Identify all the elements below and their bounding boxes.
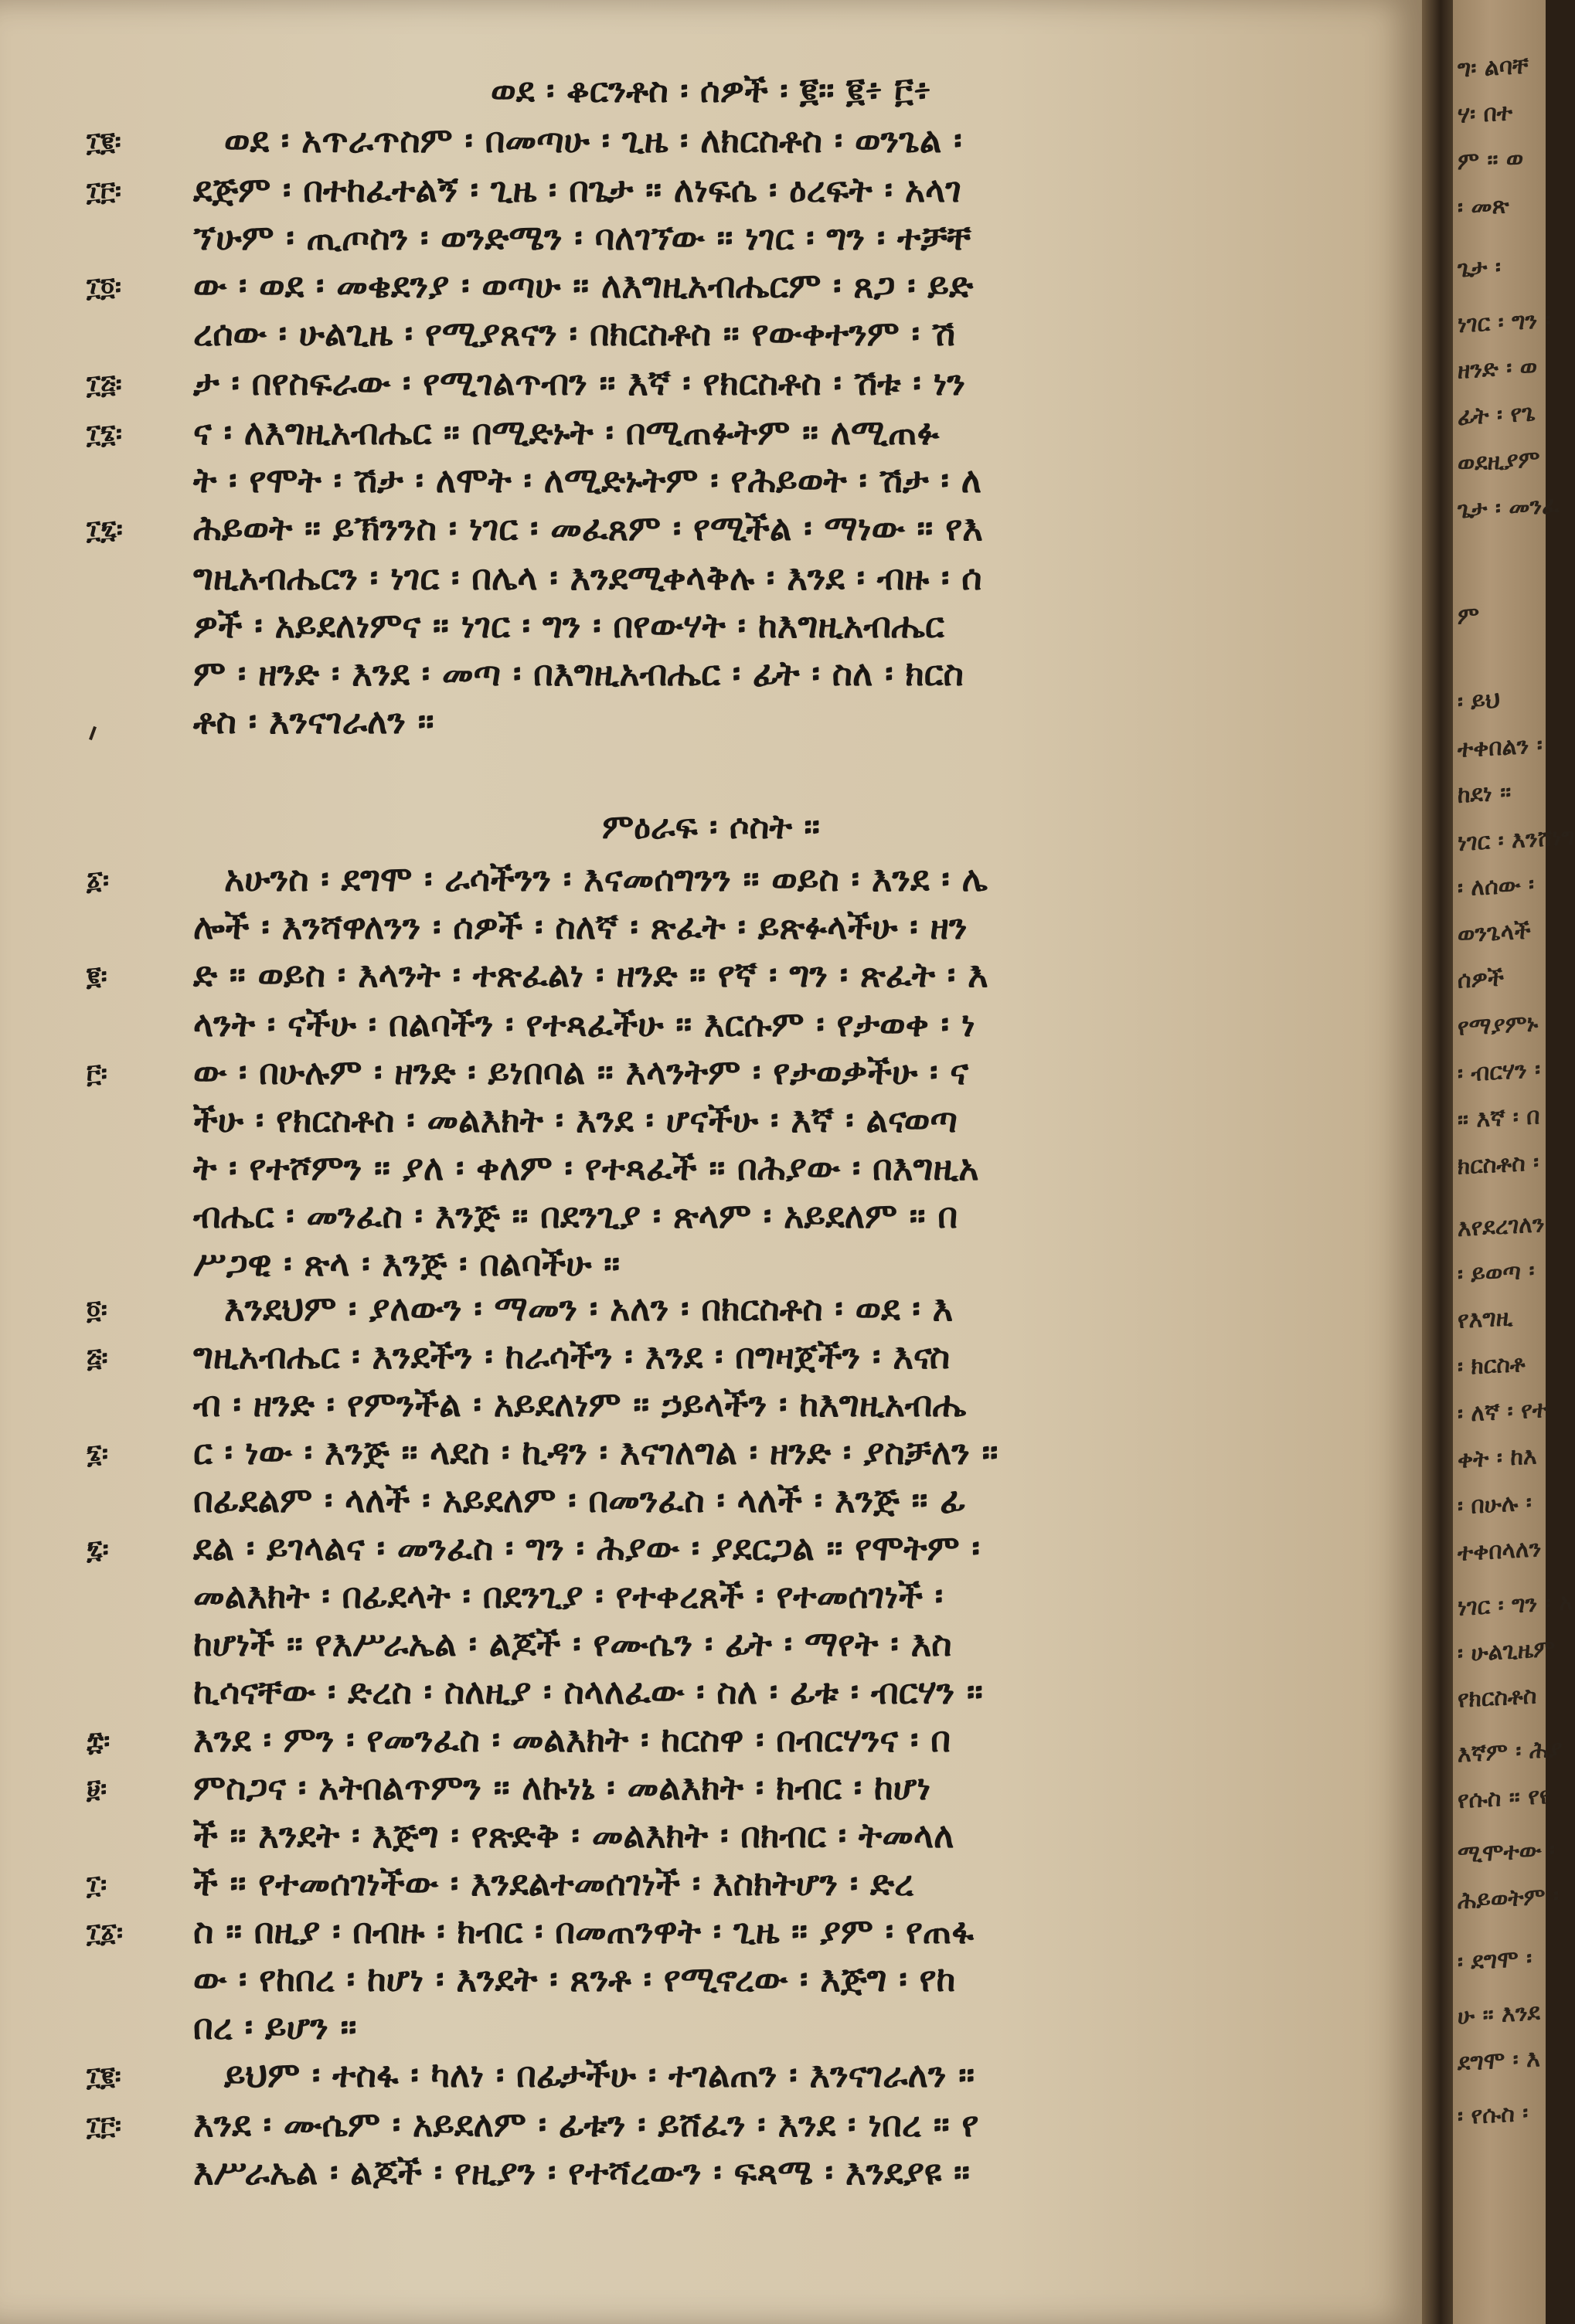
- verse-number: ፲፫፡: [87, 176, 121, 207]
- facing-page-text: ፡ መጽ: [1458, 192, 1509, 222]
- text-line: አሁንስ ፡ ደግሞ ፡ ራሳችንን ፡ እናመሰግንን ። ወይስ ፡ እንደ ፡ ሌ: [224, 858, 988, 899]
- text-line: ችሁ ፡ የክርስቶስ ፡ መልእክት ፡ እንደ ፡ ሆናችሁ ፡ እኛ ፡ ልናወጣ: [193, 1099, 958, 1140]
- facing-page-text: ደግሞ ፡ እ: [1458, 2045, 1540, 2077]
- facing-page-text: ወደዚያም: [1458, 446, 1540, 477]
- verse-number: ፲፫፡: [87, 2111, 121, 2142]
- verse-number: ፲፡: [87, 1870, 107, 1901]
- facing-page-text: ሰዎች: [1458, 964, 1504, 994]
- text-line: እንደ ፡ ምን ፡ የመንፈስ ፡ መልእክት ፡ ከርስዋ ፡ በብርሃንና ፡ በ: [193, 1719, 951, 1760]
- facing-page-text: ዘንድ ፡ ወ: [1458, 353, 1538, 385]
- facing-page-text: ሃ፡ በተ: [1458, 99, 1513, 129]
- verse-number: ፲፩፡: [87, 1918, 124, 1949]
- verse-number: ፩፡: [87, 865, 109, 896]
- text-line: ች ። እንደት ፡ እጅግ ፡ የጽድቅ ፡ መልእክት ፡ በክብር ፡ ትመላለ: [193, 1815, 954, 1856]
- facing-page-text: የእግዚ: [1458, 1304, 1513, 1334]
- text-line: እንደህም ፡ ያለውን ፡ ማመን ፡ አለን ፡ በክርስቶስ ፡ ወደ ፡ እ: [224, 1288, 954, 1329]
- text-line: ብሔር ፡ መንፈስ ፡ እንጅ ። በደንጊያ ፡ ጽላም ፡ አይደለም ። በ: [193, 1195, 958, 1236]
- text-line: ው ፡ የከበረ ፡ ከሆነ ፡ እንደት ፡ ጸንቶ ፡ የሚኖረው ፡ እጅግ ፡ የከ: [193, 1959, 956, 2000]
- text-line: ላንት ፡ ናችሁ ፡ በልባችን ፡ የተጻፈችሁ ። እርሱም ፡ የታወቀ ፡ ነ: [193, 1004, 975, 1045]
- facing-page-text: ። እኛ ፡ በ: [1458, 1103, 1540, 1134]
- facing-page-text: ፡ ለሰው ፡: [1458, 871, 1535, 902]
- text-line: ሥጋዊ ፡ ጽላ ፡ እንጅ ፡ በልባችሁ ።: [193, 1243, 621, 1284]
- facing-page-text: ፡ ብርሃን ፡: [1458, 1056, 1541, 1088]
- facing-page-edge: [1453, 0, 1575, 2324]
- text-line: ስ ። በዚያ ፡ በብዙ ፡ ክብር ፡ በመጠንዋት ፡ ጊዜ ። ያም ፡ የጠፋ: [193, 1911, 974, 1952]
- text-line: ር ፡ ነው ፡ እንጅ ። ላደስ ፡ ኪዳን ፡ እናገለግል ፡ ዘንድ ፡ ያስቻለን ።: [193, 1432, 998, 1473]
- chapter-heading: ምዕራፍ ፡ ሶስት ።: [602, 807, 820, 847]
- text-line: ከሆነች ። የእሥራኤል ፡ ልጆች ፡ የሙሴን ፡ ፊት ፡ ማየት ፡ እስ: [193, 1623, 952, 1664]
- text-line: በረ ፡ ይሆን ።: [193, 2006, 357, 2047]
- facing-page-text: ነገር ፡ ግን ፡ አ: [1458, 1588, 1573, 1622]
- verse-number: ፲፪፡: [87, 127, 121, 158]
- facing-page-text: ወንጌላች: [1458, 917, 1531, 949]
- text-line: ድ ። ወይስ ፡ እላንት ፡ ተጽፈልነ ፡ ዘንድ ። የኛ ፡ ግን ፡ ጽፈት ፡ እ: [193, 954, 988, 995]
- text-line: ው ፡ በሁሉም ፡ ዘንድ ፡ ይነበባል ። እላንትም ፡ የታወቃችሁ ፡ ና: [193, 1052, 969, 1092]
- facing-page-text: ፡ ደግሞ ፡: [1458, 1945, 1532, 1976]
- facing-page-text: ተቀበልን ፡: [1458, 732, 1543, 763]
- text-line: ች ። የተመሰገነችው ፡ እንደልተመሰገነች ፡ እስክትሆን ፡ ድረ: [193, 1863, 914, 1904]
- facing-page-text: ሚሞተው ፡: [1458, 1836, 1556, 1869]
- facing-page-text: ፡ ክርስቶ: [1458, 1350, 1526, 1381]
- facing-page-text: ፡ በሁሉ ፡: [1458, 1489, 1532, 1520]
- text-line: ረሰው ፡ ሁልጊዜ ፡ የሚያጸናን ፡ በክርስቶስ ። የውቀተንም ፡ ሽ: [193, 313, 956, 354]
- facing-page-text: ፡ ይወጣ ፡: [1458, 1257, 1535, 1289]
- facing-page-text: ጌታ ፡: [1458, 253, 1501, 284]
- text-line: ግዚአብሔርን ፡ ነገር ፡ በሌላ ፡ እንደሚቀላቅሉ ፡ እንደ ፡ ብዙ ፡ ሰ: [193, 557, 982, 598]
- facing-page-text: የማያምኑ: [1458, 1010, 1539, 1041]
- facing-page-text: የክርስቶስ: [1458, 1682, 1537, 1714]
- text-line: ዎች ፡ አይደለነምና ። ነገር ፡ ግን ፡ በየውሃት ፡ ከእግዚአብሔር: [193, 605, 944, 646]
- text-line: ደል ፡ ይገላልና ፡ መንፈስ ፡ ግን ፡ ሕያው ፡ ያደርጋል ። የሞትም ፡: [193, 1527, 980, 1568]
- facing-page-text: ከደነ ።: [1458, 779, 1512, 809]
- verse-number: ፲፮፡: [87, 419, 122, 450]
- text-line: ሕይወት ። ይኽንንስ ፡ ነገር ፡ መፈጸም ፡ የሚችል ፡ ማነው ። የእ: [193, 508, 983, 549]
- verse-number: ፰፡: [87, 1726, 111, 1757]
- text-line: መልእክት ፡ በፊደላት ፡ በደንጊያ ፡ የተቀረጸች ፡ የተመሰገነች ፡: [193, 1575, 944, 1616]
- facing-page-text: ፊት ፡ የጌ: [1458, 399, 1536, 431]
- book-gutter: [1422, 0, 1453, 2324]
- facing-page-text: ቀት ፡ ከእ: [1458, 1442, 1537, 1474]
- text-line: ደጅም ፡ በተከፈተልኝ ፡ ጊዜ ፡ በጌታ ። ለነፍሴ ፡ ዕረፍት ፡ አላገ: [193, 169, 961, 210]
- text-line: ምስጋና ፡ አትበልጥምን ። ለኩነኔ ፡ መልእክት ፡ ክብር ፡ ከሆነ: [193, 1767, 931, 1808]
- text-line: ወደ ፡ አጥራጥስም ፡ በመጣሁ ፡ ጊዜ ፡ ለክርስቶስ ፡ ወንጌል ፡: [224, 120, 962, 161]
- facing-page-text: ፡ ሁልጊዜም: [1458, 1635, 1556, 1668]
- facing-page-text: ክርስቶስ ፡: [1458, 1149, 1539, 1181]
- facing-page-text: ጌታ ፡ መንፈ: [1458, 491, 1560, 525]
- facing-page-text: የሱስ ። የየ: [1458, 1782, 1551, 1815]
- facing-page-text: ሁ ። እንደ: [1458, 1999, 1540, 2030]
- text-line: ሎች ፡ እንሻዋለንን ፡ ሰዎች ፡ ስለኛ ፡ ጽፈት ፡ ይጽፉላችሁ ፡ ዘን: [193, 906, 968, 947]
- text-line: ኪሳናቸው ፡ ድረስ ፡ ስለዚያ ፡ ስላለፈው ፡ ስለ ፡ ፊቱ ፡ ብርሃን ።: [193, 1671, 983, 1712]
- facing-page-text: ነገር ፡ ግን ፡: [1458, 306, 1551, 339]
- text-line: ግዚአብሔር ፡ እንደችን ፡ ከራሳችን ፡ እንደ ፡ በግዛጀችን ፡ እናስ: [193, 1336, 951, 1377]
- text-line: ይህም ፡ ተስፋ ፡ ካለነ ፡ በፊታችሁ ፡ ተገልጠን ፡ እንናገራለን ።: [224, 2054, 975, 2095]
- margin-mark: [89, 726, 97, 740]
- text-line: ና ፡ ለእግዚአብሔር ። በሚድኑት ፡ በሚጠፉትም ። ለሚጠፉ: [193, 412, 940, 453]
- verse-number: ፲፬፡: [87, 272, 121, 303]
- facing-page-text: ፡ ይህ: [1458, 686, 1500, 716]
- text-line: ት ፡ የሞት ፡ ሽታ ፡ ለሞት ፡ ለሚድኑትም ፡ የሕይወት ፡ ሽታ ፡ ለ: [193, 460, 982, 501]
- verse-number: ፭፡: [87, 1343, 108, 1374]
- text-line: ው ፡ ወደ ፡ መቄደንያ ፡ ወጣሁ ። ለእግዚአብሔርም ፡ ጸጋ ፡ ይድ: [193, 265, 974, 306]
- text-line: ም ፡ ዘንድ ፡ እንደ ፡ መጣ ፡ በእግዚአብሔር ፡ ፊት ፡ ስለ ፡ ክርስ: [193, 653, 964, 694]
- text-line: ታ ፡ በየስፍራው ፡ የሚገልጥብን ። እኛ ፡ የክርስቶስ ፡ ሽቱ ፡ ነን: [193, 362, 965, 403]
- verse-number: ፪፡: [87, 961, 107, 992]
- text-line: ብ ፡ ዘንድ ፡ የምንችል ፡ አይደለነም ። ኃይላችን ፡ ከእግዚአብሔ: [193, 1384, 967, 1425]
- verse-number: ፫፡: [87, 1058, 107, 1089]
- facing-page-text: ተቀበላለን: [1458, 1535, 1542, 1567]
- text-line: ት ፡ የተሾምን ። ያለ ፡ ቀለም ፡ የተጻፈች ። በሕያው ፡ በእግዚአ: [193, 1147, 979, 1188]
- facing-page-text: ም: [1458, 602, 1480, 630]
- verse-number: ፲፭፡: [87, 369, 122, 400]
- text-line: እንደ ፡ ሙሴም ፡ አይደለም ፡ ፊቱን ፡ ይሸፈን ፡ እንደ ፡ ነበረ ። የ: [193, 2104, 979, 2145]
- verse-number: ፱፡: [87, 1774, 107, 1805]
- facing-page-text: ግ፡ ልባቸ: [1458, 52, 1529, 83]
- text-line: ኘሁም ፡ ጢጦስን ፡ ወንድሜን ፡ ባለገኘው ። ነገር ፡ ግን ፡ ተቻቸ: [193, 217, 971, 258]
- facing-page-text: እየደረገለን: [1458, 1211, 1545, 1242]
- facing-page-text: ነገር ፡ እንሸነግ: [1458, 824, 1575, 857]
- verse-number: ፬፡: [87, 1295, 107, 1326]
- verse-number: ፲፯፡: [87, 515, 123, 545]
- facing-page-text: ፡ የሱስ ፡: [1458, 2099, 1529, 2131]
- verse-number: ፲፪፡: [87, 2061, 121, 2092]
- text-line: በፊደልም ፡ ላለች ፡ አይደለም ፡ በመንፈስ ፡ ላለች ፡ እንጅ ። ፊ: [193, 1480, 966, 1520]
- facing-page-text: እኛም ፡ ሕያ: [1458, 1735, 1563, 1768]
- running-header: ወደ ፡ ቆርንቶስ ፡ ሰዎች ፡ ፪። ፪፥ ፫፥: [491, 71, 931, 110]
- verse-number: ፮፡: [87, 1439, 108, 1469]
- facing-page-text: ሕይወትም ፡: [1458, 1882, 1560, 1915]
- verse-number: ፯፡: [87, 1534, 109, 1565]
- facing-page-text: ፡ ለኛ ፡ የተ: [1458, 1395, 1549, 1429]
- text-line: እሥራኤል ፡ ልጆች ፡ የዚያን ፡ የተሻረውን ፡ ፍጻሜ ፡ እንደያዩ ።: [193, 2152, 970, 2193]
- facing-page-text: ም ። ወ: [1458, 144, 1524, 176]
- text-line: ቶስ ፡ እንናገራለን ።: [193, 701, 434, 742]
